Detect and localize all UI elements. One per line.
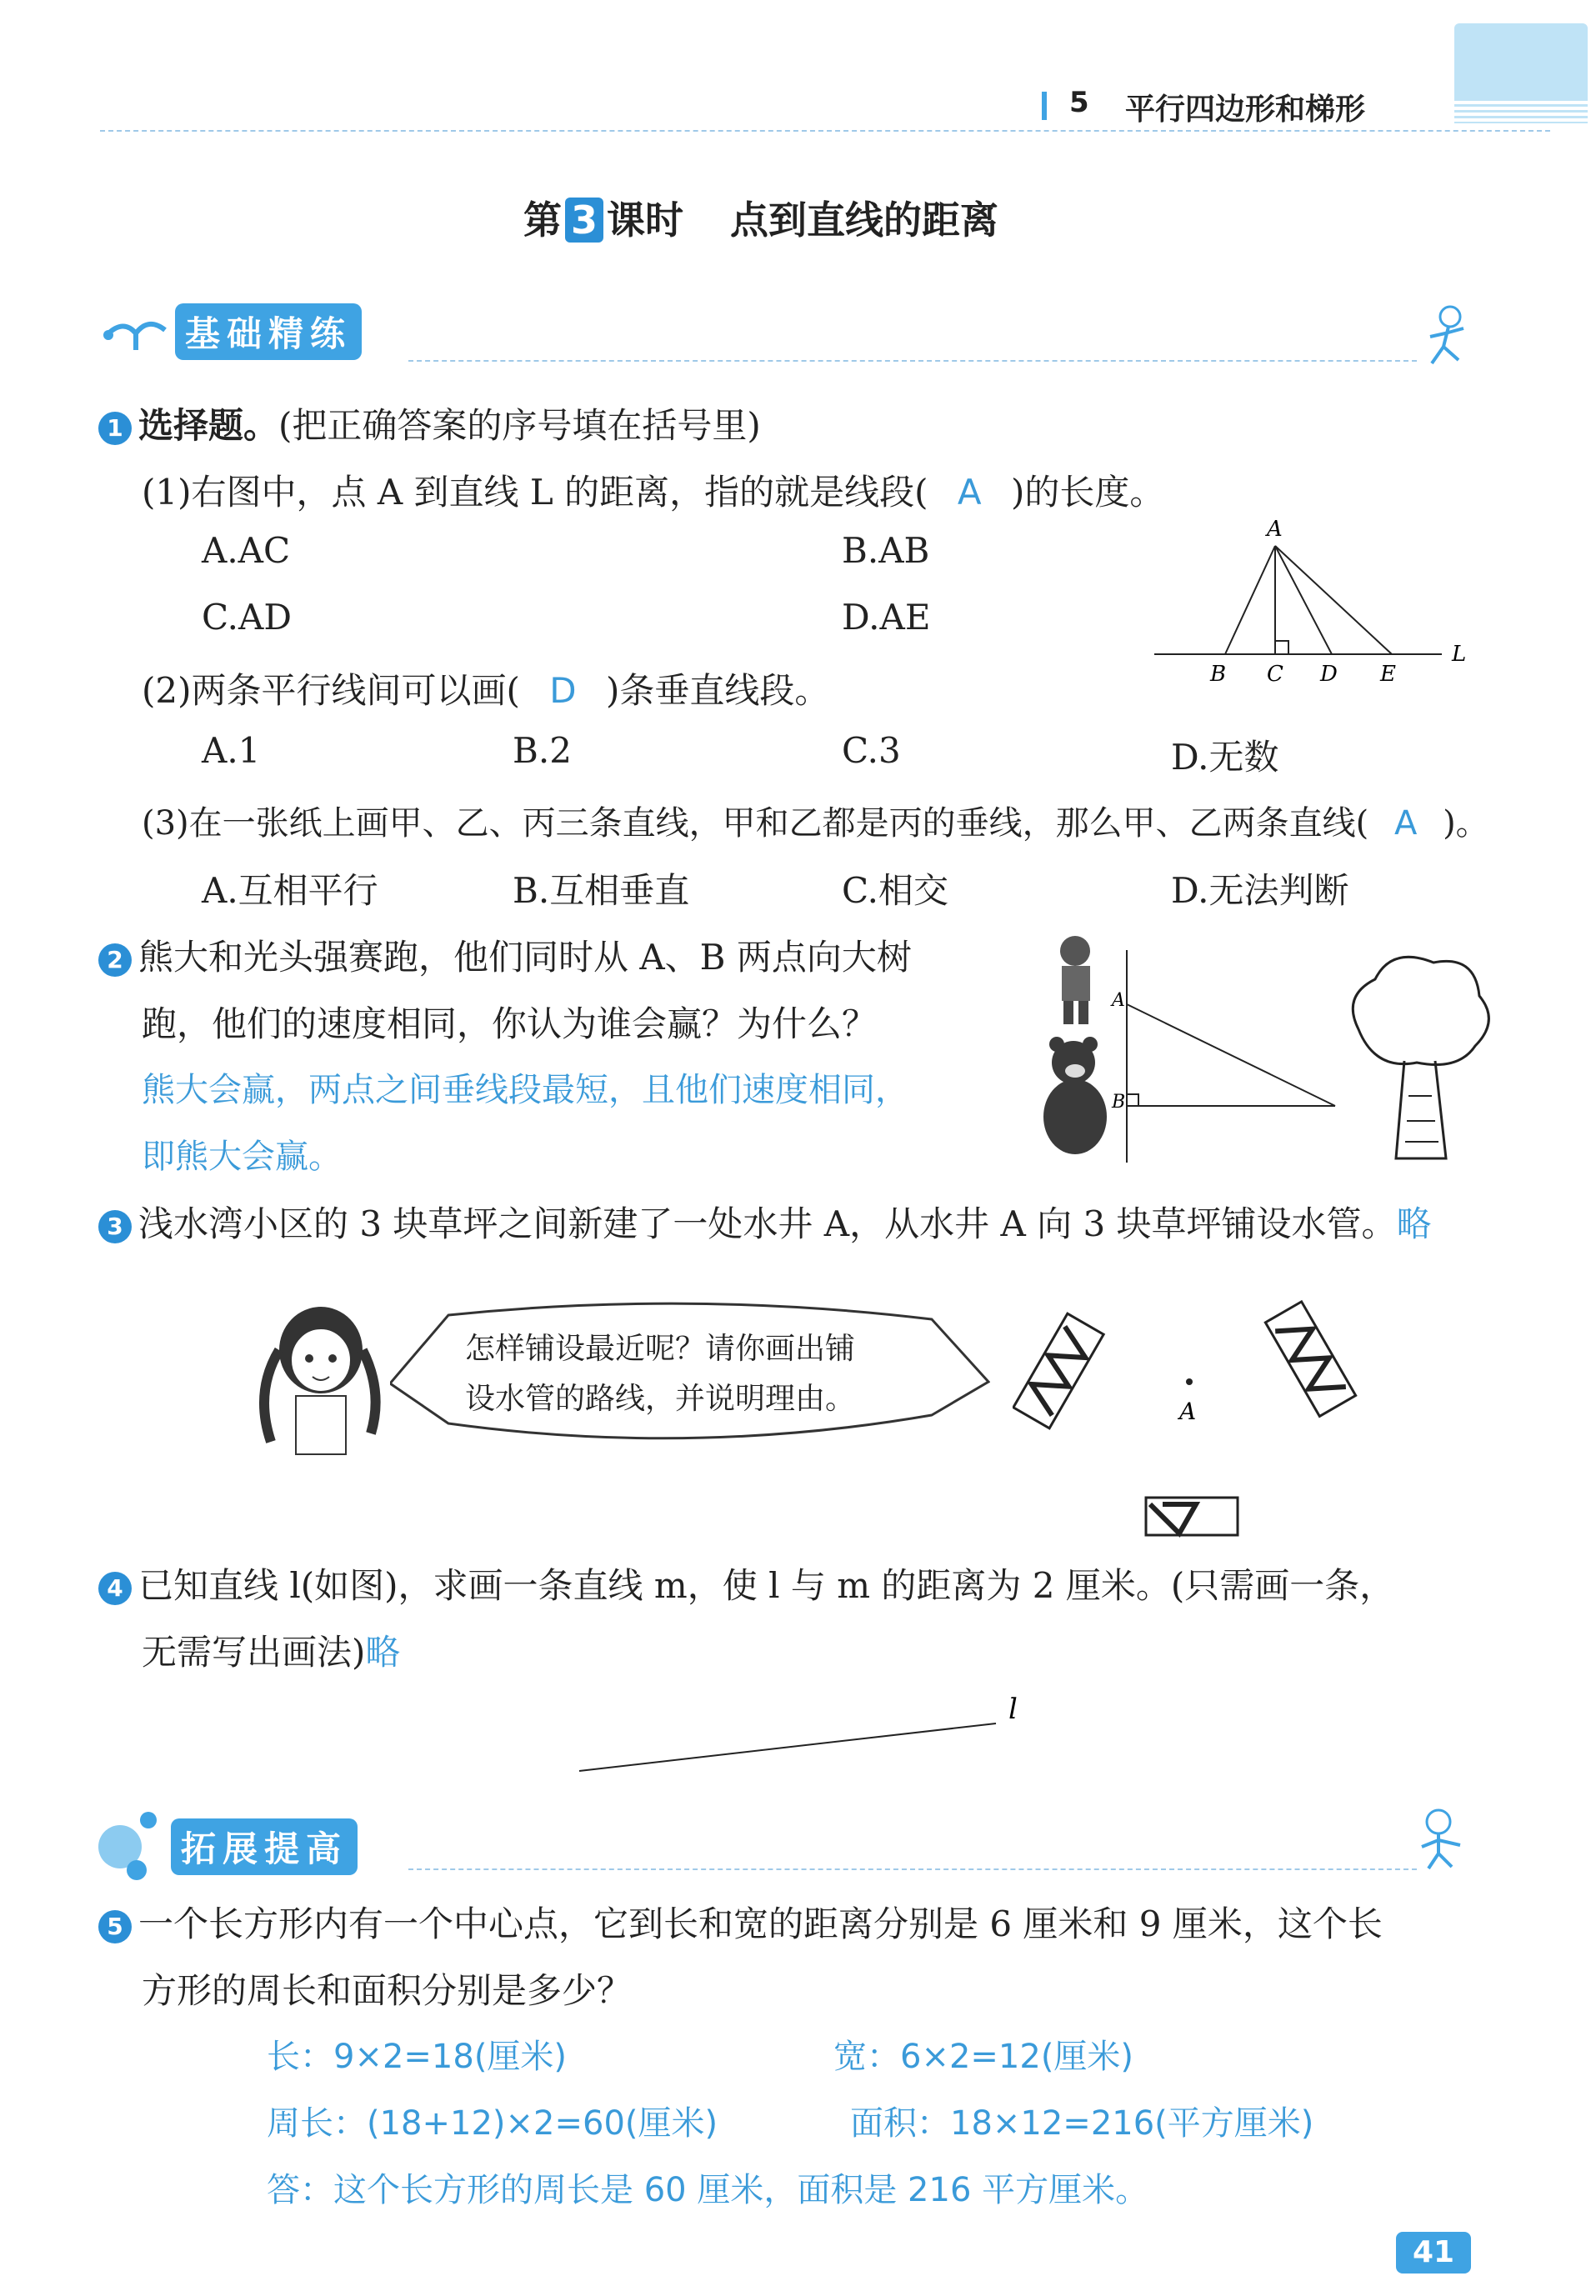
line-l-figure [575,1692,1042,1787]
page-number: 41 [1396,2232,1471,2273]
q1-sub3-text: (3)在一张纸上画甲、乙、丙三条直线，甲和乙都是丙的垂线，那么甲、乙两条直线( [142,804,1369,843]
q1-sub1-option-a: A.AC [202,530,291,571]
q5-line2: 方形的周长和面积分别是多少？ [142,1970,633,2011]
q4-line2 [142,1625,400,1675]
lawns-figure [1013,1296,1388,1541]
section-title-advanced: 拓展提高 [171,1818,358,1875]
bubble-text-1: 怎样铺设最近呢？请你画出铺 [465,1332,856,1366]
q5-number: 5 [98,1910,132,1943]
q1-sub2-option-c: C.3 [842,730,901,771]
q2-line2: 跑，他们的速度相同，你认为谁会赢？为什么？ [142,1003,878,1044]
chapter-number: 5 [1069,86,1089,119]
q5-text-1: 一个长方形内有一个中心点，它到长和宽的距离分别是 6 厘米和 9 厘米，这个长 [138,1903,1383,1944]
well-label: A [1179,1398,1197,1425]
q4-number: 4 [98,1572,132,1605]
q1-sub2 [142,663,829,713]
q5-answer-perimeter: 周长：(18+12)×2=60(厘米) [267,2104,718,2143]
q5-answer-final: 答：这个长方形的周长是 60 厘米，面积是 216 平方厘米。 [267,2171,1149,2209]
q1-sub3-option-b: B.互相垂直 [513,870,690,911]
line-l-label: l [1008,1693,1018,1726]
q5-answer-area: 面积：18×12=216(平方厘米) [850,2104,1314,2143]
girl-icon [246,1300,392,1462]
q1-sub1-answer: A [957,472,982,513]
well-point [1186,1378,1193,1385]
header-bar [1042,92,1047,120]
q1-sub3-option-d: D.无法判断 [1171,870,1349,911]
fig1-label-b: B [1210,662,1227,687]
q1-sub3-option-c: C.相交 [842,870,948,911]
q2-number: 2 [98,943,132,977]
lesson-prefix: 第 [523,198,562,243]
q4-text-2: 无需写出画法) [142,1632,366,1673]
q1-sub2-option-d: D.无数 [1171,737,1279,778]
bubbles-icon [90,1807,173,1885]
q4-answer: 略 [365,1632,401,1673]
q1-sub1-option-b: B.AB [842,530,930,571]
q5-answer-width: 宽：6×2=12(厘米) [833,2038,1134,2076]
lesson-title-row [523,190,998,245]
q3-answer: 略 [1396,1203,1432,1244]
q1-sub3-option-a: A.互相平行 [202,870,378,911]
lawn-left [1013,1313,1103,1428]
q1-sub2-option-b: B.2 [513,730,572,771]
q4-line1 [98,1558,1394,1608]
q1-sub1-text: (1)右图中，点 A 到直线 L 的距离，指的就是线段( [142,472,928,513]
section-divider-basic [408,360,1417,362]
q1-sub1-option-c: C.AD [202,597,292,638]
q1-note: (把正确答案的序号填在括号里) [278,405,761,446]
q1-sub2-option-a: A.1 [202,730,261,771]
chapter-title: 平行四边形和梯形 [1125,93,1366,127]
q1-sub2-text: (2)两条平行线间可以画( [142,670,520,711]
sprout-icon [98,310,170,352]
q1-triangle-figure [1150,513,1483,695]
fig2-label-a: A [1112,990,1125,1011]
lesson-number-badge: 3 [565,198,603,243]
tree-icon [1353,957,1488,1158]
q1-sub2-answer: D [549,670,577,711]
header-divider [100,130,1550,132]
bubble-text-2: 设水管的路线，并说明理由。 [465,1382,856,1416]
q1-number: 1 [98,412,132,445]
q1-sub2-end: )条垂直线段。 [605,670,830,711]
q4-text-1: 已知直线 l(如图)，求画一条直线 m，使 l 与 m 的距离为 2 厘米。(只需画一条， [138,1565,1395,1606]
header-stripes [1454,98,1588,123]
lesson-suffix: 课时 [607,198,683,243]
q2-answer-1: 熊大会赢，两点之间垂线段最短，且他们速度相同， [142,1071,908,1109]
lawn-right [1265,1302,1355,1417]
fig1-label-l: L [1452,642,1467,667]
q3-number: 3 [98,1210,132,1243]
kid-icon [1410,1805,1477,1875]
fig1-label-a: A [1267,517,1283,542]
q1-sub1-end: )的长度。 [1010,472,1165,513]
fig1-label-c: C [1267,662,1283,687]
running-kid-icon [1417,303,1475,373]
q2-race-figure [1025,929,1492,1166]
q1-sub3 [142,797,1489,844]
q1-title: 选择题。 [138,405,279,446]
q1-sub1 [142,465,1164,515]
q3-text: 浅水湾小区的 3 块草坪之间新建了一处水井 A，从水井 A 向 3 块草坪铺设水管。 [138,1203,1397,1244]
q5-line1 [98,1897,1383,1947]
q1-heading [98,398,761,448]
lawn-bottom [1146,1498,1238,1535]
lesson-title: 点到直线的距离 [730,198,999,243]
q1-sub1-option-d: D.AE [842,597,931,638]
q5-answer-length: 长：9×2=18(厘米) [267,2038,568,2076]
q2-line1 [98,930,912,980]
q3-line [98,1197,1432,1247]
fig1-label-e: E [1380,662,1396,687]
bald-strong-icon [1060,936,1090,1024]
section-divider-advanced [408,1868,1417,1870]
section-title-basic: 基础精练 [175,303,362,360]
q1-sub3-end: )。 [1443,804,1489,843]
q2-answer-2: 即熊大会赢。 [142,1138,342,1176]
bear-icon [1043,1037,1107,1154]
q1-sub3-answer: A [1393,804,1418,843]
fig1-label-d: D [1320,662,1338,687]
fig2-label-b: B [1112,1092,1126,1113]
q2-text-1: 熊大和光头强赛跑，他们同时从 A、B 两点向大树 [138,937,912,978]
